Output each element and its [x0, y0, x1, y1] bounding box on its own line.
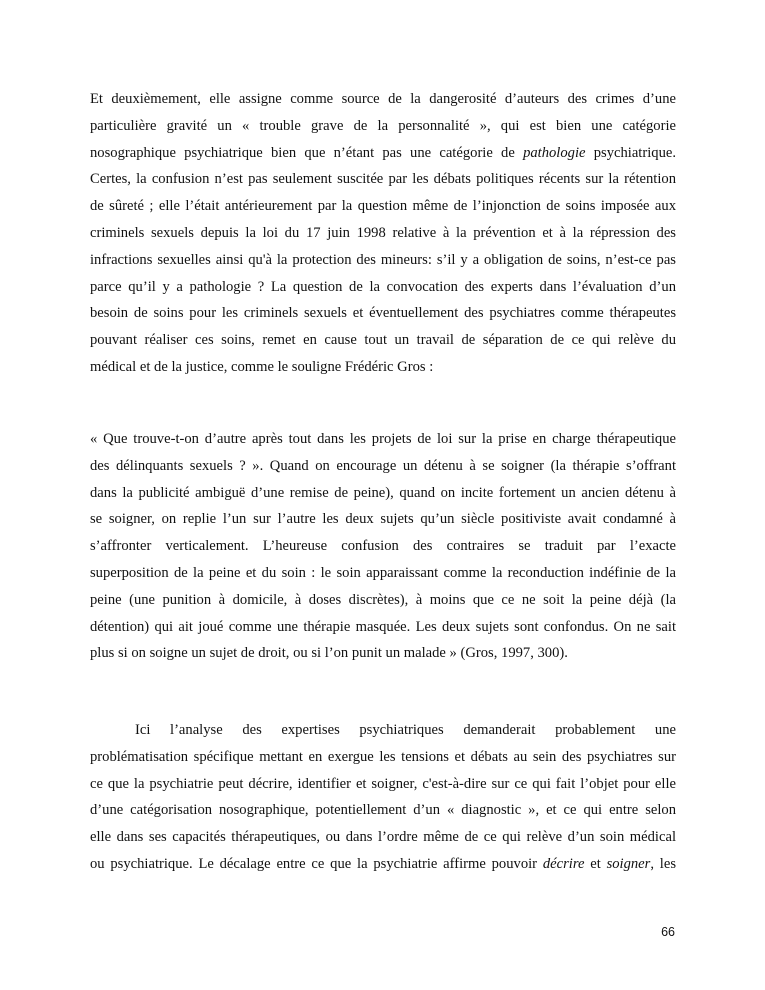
text-line: [90, 140, 676, 167]
text-line: particulière gravité un « trouble grave de la personnalité », qui est bien une catégorie: [90, 117, 676, 134]
text-line: superposition de la peine et du soin : le soin apparaissant comme la reconduction indéfinie de la: [90, 564, 676, 581]
text-line: détention) qui ait joué comme une thérapie masquée. Les deux sujets sont confondus. On ne sait: [90, 618, 676, 635]
text-line: Et deuxièmement, elle assigne comme source de la dangerosité d’auteurs des crimes d’une: [90, 91, 676, 107]
text-line: médical et de la justice, comme le souligne Frédéric Gros :: [90, 358, 434, 375]
text-segment: nosographique psychiatrique bien que n’étant pas une catégorie de: [90, 144, 524, 161]
text-line: Certes, la confusion n’est pas seulement suscitée par les débats politiques récents sur la rétention: [90, 171, 676, 188]
text-segment: ou psychiatrique. Le décalage entre ce que la psychiatrie affirme pouvoir: [90, 855, 543, 872]
text-line: ce que la psychiatrie peut décrire, identifier et soigner, c'est-à-dire sur ce qui fait l’objet pour elle: [90, 775, 676, 792]
text-line: criminels sexuels depuis la loi du 17 juin 1998 relative à la prévention et à la répression des: [90, 224, 676, 241]
text-segment: psychiatrique.: [585, 144, 676, 161]
paragraph-3: [90, 717, 676, 878]
text-segment: , les: [650, 855, 676, 872]
text-line: plus si on soigne un sujet de droit, ou si l’on punit un malade » (Gros, 1997, 300).: [90, 645, 568, 662]
text-line: besoin de soins pour les criminels sexuels et éventuellement des psychiatres comme thérapeutes: [90, 305, 676, 322]
text-line: « Que trouve-t-on d’autre après tout dans les projets de loi sur la prise en charge thérapeutique: [90, 431, 676, 447]
text-line: se soigner, on replie l’un sur l’autre les deux sujets qu’un siècle positiviste avait condamné à: [90, 511, 676, 528]
text-line: d’une catégorisation nosographique, potentiellement d’un « diagnostic », et ce qui entre selon: [90, 802, 676, 819]
page-number: 66: [661, 925, 675, 939]
text-line: dans la publicité ambiguë d’une remise de peine), quand on incite fortement un ancien détenu à: [90, 484, 676, 501]
italic-term: décrire: [542, 855, 585, 872]
text-line: des délinquants sexuels ? ». Quand on encourage un détenu à se soigner (la thérapie s’offrant: [90, 457, 676, 474]
text-line: problématisation spécifique mettant en exergue les tensions et débats au sein des psychiatres sur: [90, 748, 676, 765]
quotation-paragraph: [90, 426, 676, 667]
text-segment: et: [584, 855, 607, 872]
text-line: de sûreté ; elle l’était antérieurement par la question même de l’injonction de soins imposée aux: [90, 198, 676, 215]
text-line: pouvant réaliser ces soins, remet en cause tout un travail de séparation de ce qui relève du: [90, 332, 676, 349]
text-line: Ici l’analyse des expertises psychiatriques demanderait probablement une: [135, 722, 676, 738]
italic-term: soigner: [606, 855, 651, 872]
text-line: [90, 851, 676, 878]
italic-term: pathologie: [523, 144, 586, 161]
text-line: infractions sexuelles ainsi qu'à la protection des mineurs: s’il y a obligation de soins, n’est-ce pas: [90, 251, 676, 268]
text-line: s’affronter verticalement. L’heureuse confusion des contraires se traduit par l’exacte: [90, 538, 676, 555]
text-line: peine (une punition à domicile, à doses discrètes), à moins que ce ne soit la peine déjà (la: [90, 591, 676, 608]
text-line: elle dans ses capacités thérapeutiques, ou dans l’ordre même de ce qui relève d’un soin médical: [90, 829, 676, 846]
paragraph-1: [90, 86, 676, 381]
text-line: parce qu’il y a pathologie ? La question de la convocation des experts dans l’évaluation d’un: [90, 278, 676, 295]
